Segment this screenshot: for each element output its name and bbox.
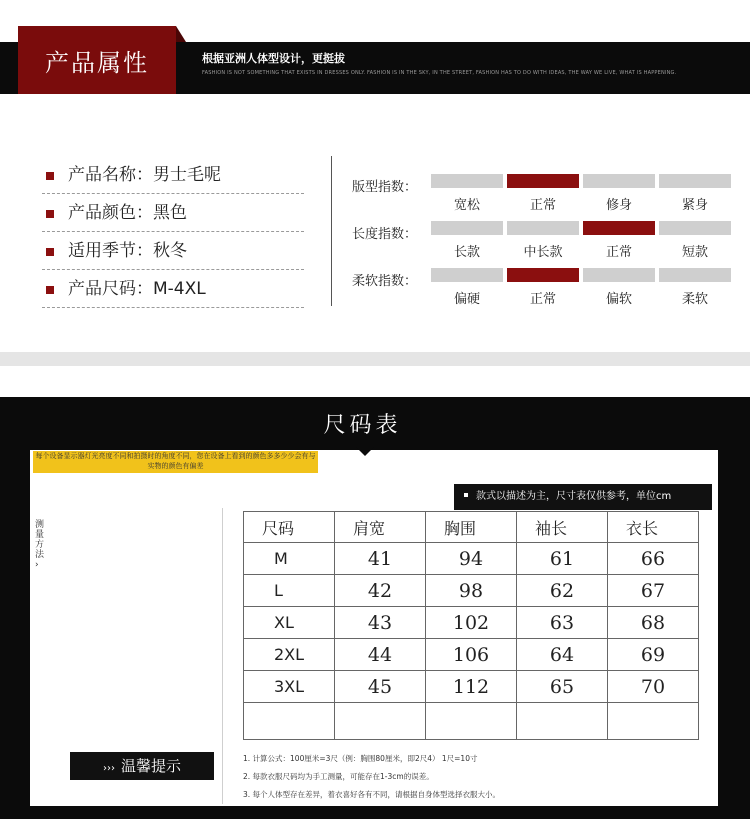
- table-cell: 70: [608, 671, 699, 703]
- table-row: [244, 543, 699, 575]
- table-cell: M: [244, 543, 335, 575]
- table-row: [244, 639, 699, 671]
- index-bar: [659, 174, 731, 188]
- index-option: 偏软: [605, 292, 632, 307]
- title-pointer-icon: [356, 447, 374, 456]
- index-bar: [659, 221, 731, 235]
- index-bar: [431, 174, 503, 188]
- attribute-text: 产品尺码：M-4XL: [68, 279, 206, 299]
- index-label: 柔软指数：: [352, 274, 418, 289]
- index-option: 短款: [681, 245, 708, 260]
- index-option: 修身: [605, 198, 632, 213]
- index-bar: [507, 221, 579, 235]
- table-cell: 66: [608, 543, 699, 575]
- attribute-row: [42, 156, 304, 194]
- table-cell: 68: [608, 607, 699, 639]
- attribute-list: [42, 156, 304, 308]
- table-cell: 63: [517, 607, 608, 639]
- bullet-dot-icon: [464, 493, 468, 497]
- index-option: 正常: [529, 198, 556, 213]
- column-header: 肩宽: [335, 512, 426, 543]
- index-option: 紧身: [681, 198, 708, 213]
- warm-tip-label: 温馨提示: [120, 757, 181, 775]
- table-cell: 67: [608, 575, 699, 607]
- table-cell: 44: [335, 639, 426, 671]
- table-cell: 65: [517, 671, 608, 703]
- bullet-square-icon: [46, 172, 54, 180]
- vertical-divider: [331, 156, 332, 306]
- table-cell: [426, 703, 517, 740]
- table-cell: 42: [335, 575, 426, 607]
- index-label: 长度指数：: [352, 227, 418, 242]
- unit-note-text: 款式以描述为主，尺寸表仅供参考，单位cm: [476, 491, 672, 502]
- tip-line: 3. 每个人体型存在差异，着衣喜好各有不同，请根据自身体型选择衣服大小。: [243, 790, 501, 799]
- size-table: [243, 511, 699, 740]
- table-cell: [244, 703, 335, 740]
- warm-tip-badge: [70, 752, 214, 780]
- column-header: 袖长: [517, 512, 608, 543]
- size-chart-title: 尺码表: [323, 413, 402, 438]
- index-option: 偏硬: [453, 292, 480, 307]
- attribute-text: 产品名称：男士毛呢: [68, 165, 221, 185]
- column-header: 胸围: [426, 512, 517, 543]
- index-option: 柔软: [681, 292, 708, 307]
- bullet-square-icon: [46, 248, 54, 256]
- table-cell: 98: [426, 575, 517, 607]
- table-cell: 106: [426, 639, 517, 671]
- index-bar: [659, 268, 731, 282]
- index-option: 正常: [605, 245, 632, 260]
- table-cell: 3XL: [244, 671, 335, 703]
- table-cell: [608, 703, 699, 740]
- index-bar: [431, 221, 503, 235]
- index-option: 宽松: [453, 198, 480, 213]
- index-bar: [507, 174, 579, 188]
- index-option: 长款: [453, 245, 480, 260]
- table-cell: 69: [608, 639, 699, 671]
- table-cell: 64: [517, 639, 608, 671]
- attribute-row: [42, 232, 304, 270]
- index-bar: [583, 221, 655, 235]
- table-row: [244, 671, 699, 703]
- attribute-row: [42, 194, 304, 232]
- index-bar: [583, 268, 655, 282]
- index-bar: [507, 268, 579, 282]
- tip-line: 1. 计算公式：100厘米=3尺（例：胸围80厘米，即2尺4） 1尺=10寸: [243, 754, 478, 763]
- bullet-square-icon: [46, 286, 54, 294]
- double-chevron-right-icon: ›››: [102, 763, 115, 774]
- table-cell: 45: [335, 671, 426, 703]
- column-header: 衣长: [608, 512, 699, 543]
- tip-notes: [243, 750, 500, 804]
- table-row: [244, 575, 699, 607]
- index-bar: [583, 174, 655, 188]
- attribute-row: [42, 270, 304, 308]
- attribute-text: 适用季节：秋冬: [68, 241, 187, 261]
- index-option: 中长款: [523, 245, 563, 260]
- measure-method-text: 测量方法: [35, 520, 45, 560]
- index-bar: [431, 268, 503, 282]
- table-cell: L: [244, 575, 335, 607]
- index-label: 版型指数：: [352, 180, 418, 195]
- unit-note: [454, 484, 712, 510]
- table-cell: 102: [426, 607, 517, 639]
- table-cell: XL: [244, 607, 335, 639]
- table-cell: [517, 703, 608, 740]
- tip-line: 2. 每款衣服尺码均为手工测量，可能存在1-3cm的误差。: [243, 772, 434, 781]
- table-row: [244, 607, 699, 639]
- table-cell: 43: [335, 607, 426, 639]
- index-option: 正常: [529, 292, 556, 307]
- table-cell: 112: [426, 671, 517, 703]
- bullet-square-icon: [46, 210, 54, 218]
- table-cell: 62: [517, 575, 608, 607]
- section-separator: [0, 352, 750, 366]
- header-subtitle: FASHION IS NOT SOMETHING THAT EXISTS IN DRESSES ONLY. FASHION IS IN THE SKY, IN THE STREET, FASHION HAS TO DO WITH IDEAS, THE WAY WE LIVE, WHAT IS HAPPENING.: [202, 70, 677, 76]
- table-cell: 61: [517, 543, 608, 575]
- table-cell: 94: [426, 543, 517, 575]
- header-title: 根据亚洲人体型设计，更挺拔: [202, 52, 345, 65]
- chevron-right-icon: ›: [35, 560, 39, 570]
- table-cell: [335, 703, 426, 740]
- column-header: 尺码: [244, 512, 335, 543]
- table-cell: 41: [335, 543, 426, 575]
- section-tab-product-attributes: 产品属性: [18, 26, 176, 94]
- table-header-row: [244, 512, 699, 543]
- table-row-empty: [244, 703, 699, 740]
- attribute-text: 产品颜色：黑色: [68, 203, 187, 223]
- vertical-divider: [222, 508, 223, 804]
- table-cell: 2XL: [244, 639, 335, 671]
- measure-method-label: [35, 520, 47, 570]
- color-warning-banner: 每个设备显示器灯光亮度不同和拍摄时的角度不同，您在设备上看到的颜色多多少少会有与实物的颜色有偏差: [33, 451, 318, 473]
